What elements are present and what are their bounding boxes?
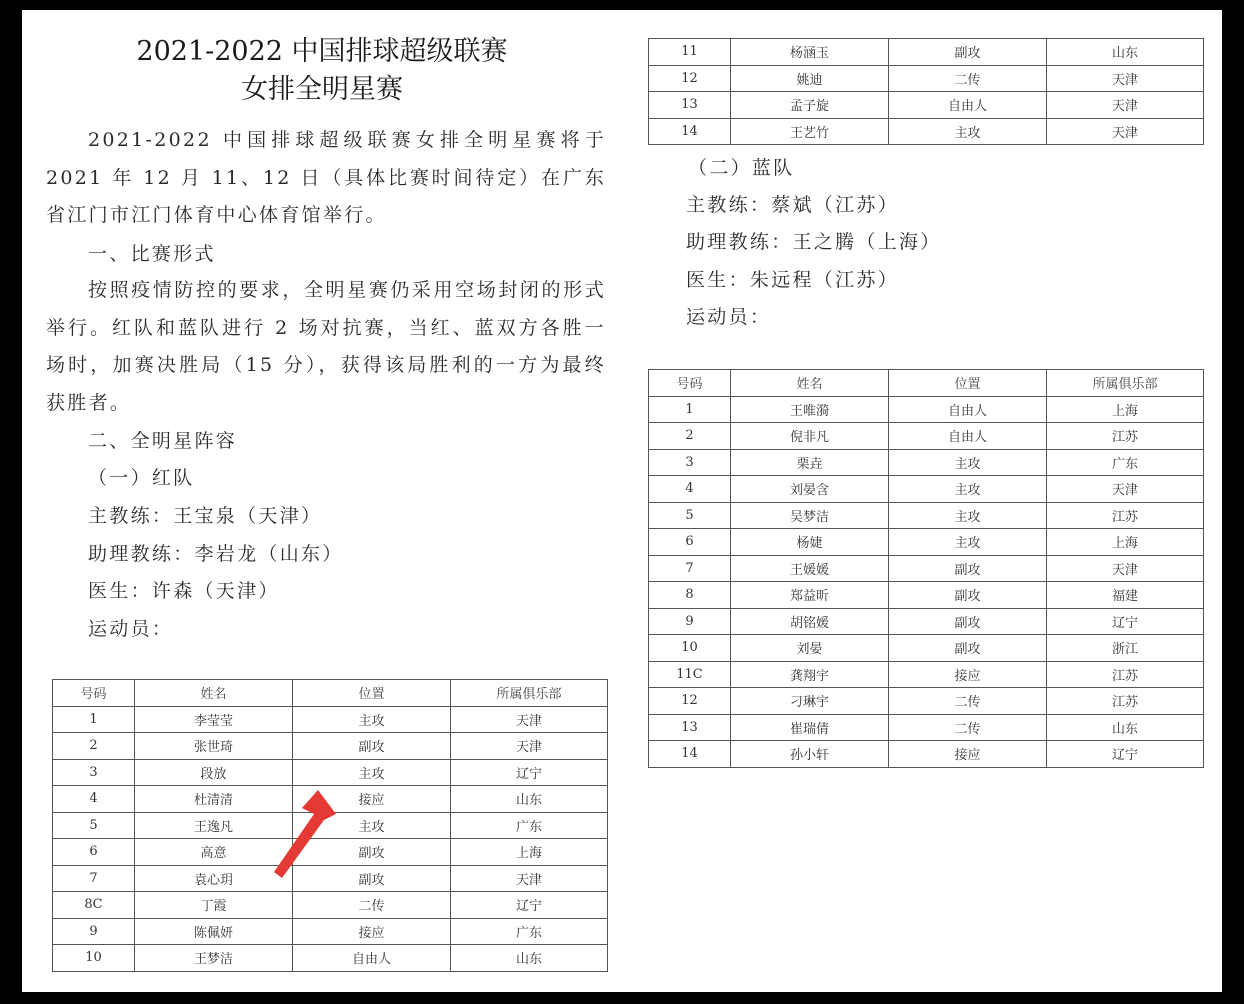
cell-club: 天津 — [1047, 118, 1204, 145]
cell-name: 栗垚 — [731, 449, 889, 476]
cell-position: 接应 — [889, 741, 1047, 768]
cell-position: 主攻 — [293, 759, 451, 786]
cell-name: 孟子旋 — [731, 92, 889, 119]
cell-club: 天津 — [1047, 65, 1204, 92]
column-header: 姓名 — [135, 680, 293, 707]
document-page — [22, 10, 1222, 992]
red-roster-table-continued — [648, 38, 1204, 145]
column-header: 姓名 — [731, 370, 889, 397]
blue-roster-table — [648, 369, 1204, 768]
cell-number: 10 — [649, 635, 731, 662]
cell-name: 王逸凡 — [135, 812, 293, 839]
cell-club: 福建 — [1047, 582, 1204, 609]
cell-number: 12 — [649, 65, 731, 92]
red-doctor: 医生：许森（天津） — [88, 580, 280, 602]
cell-number: 9 — [53, 918, 135, 945]
cell-number: 11C — [649, 661, 731, 688]
cell-club: 天津 — [451, 706, 608, 733]
cell-name: 陈佩妍 — [135, 918, 293, 945]
intro-paragraph: 2021-2022 中国排球超级联赛女排全明星赛将于 2021 年 12 月 11、12 日（具体比赛时间待定）在广东省江门市江门体育中心体育馆举行。 — [46, 129, 606, 226]
cell-position: 副攻 — [889, 635, 1047, 662]
cell-position: 副攻 — [889, 582, 1047, 609]
cell-club: 天津 — [1047, 92, 1204, 119]
cell-club: 浙江 — [1047, 635, 1204, 662]
doc-title-line1: 2021-2022 中国排球超级联赛 — [136, 36, 508, 67]
table-row — [649, 688, 1204, 715]
red-team-heading: （一）红队 — [88, 467, 195, 489]
cell-name: 杨涵玉 — [731, 39, 889, 66]
cell-club: 江苏 — [1047, 661, 1204, 688]
cell-position: 副攻 — [889, 39, 1047, 66]
cell-club: 江苏 — [1047, 688, 1204, 715]
table-row — [649, 423, 1204, 450]
cell-club: 山东 — [451, 786, 608, 813]
table-row — [649, 555, 1204, 582]
cell-position: 副攻 — [889, 608, 1047, 635]
cell-position: 副攻 — [889, 555, 1047, 582]
cell-position: 自由人 — [293, 945, 451, 972]
cell-name: 张世琦 — [135, 733, 293, 760]
red-arrow-annotation — [252, 780, 362, 890]
column-header: 位置 — [889, 370, 1047, 397]
cell-number: 9 — [649, 608, 731, 635]
cell-name: 杜清清 — [135, 786, 293, 813]
cell-number: 4 — [649, 476, 731, 503]
cell-club: 广东 — [451, 812, 608, 839]
column-header: 号码 — [53, 680, 135, 707]
cell-club: 广东 — [451, 918, 608, 945]
cell-number: 14 — [649, 741, 731, 768]
cell-club: 天津 — [1047, 555, 1204, 582]
cell-number: 8C — [53, 892, 135, 919]
table-row — [649, 608, 1204, 635]
cell-number: 10 — [53, 945, 135, 972]
table-row — [53, 945, 608, 972]
cell-number: 13 — [649, 714, 731, 741]
table-row — [649, 39, 1204, 66]
table-row — [53, 706, 608, 733]
table-header-row — [53, 680, 608, 707]
cell-club: 江苏 — [1047, 423, 1204, 450]
cell-name: 姚迪 — [731, 65, 889, 92]
table-row — [649, 529, 1204, 556]
cell-club: 辽宁 — [1047, 608, 1204, 635]
cell-position: 二传 — [889, 65, 1047, 92]
cell-position: 主攻 — [889, 476, 1047, 503]
cell-position: 副攻 — [293, 733, 451, 760]
cell-name: 王艺竹 — [731, 118, 889, 145]
table-row — [649, 396, 1204, 423]
cell-position: 自由人 — [889, 92, 1047, 119]
cell-position: 自由人 — [889, 396, 1047, 423]
table-row — [53, 918, 608, 945]
table-row — [649, 449, 1204, 476]
cell-number: 1 — [53, 706, 135, 733]
cell-number: 8 — [649, 582, 731, 609]
red-assistant-coach: 助理教练：李岩龙（山东） — [88, 543, 344, 565]
cell-number: 5 — [53, 812, 135, 839]
table-row — [649, 714, 1204, 741]
cell-number: 4 — [53, 786, 135, 813]
table-row — [649, 118, 1204, 145]
table-row — [53, 733, 608, 760]
cell-club: 上海 — [1047, 396, 1204, 423]
column-header: 所属俱乐部 — [1047, 370, 1204, 397]
cell-number: 2 — [53, 733, 135, 760]
cell-club: 辽宁 — [451, 892, 608, 919]
cell-club: 天津 — [451, 865, 608, 892]
cell-name: 高意 — [135, 839, 293, 866]
cell-name: 孙小轩 — [731, 741, 889, 768]
cell-name: 段放 — [135, 759, 293, 786]
cell-position: 接应 — [889, 661, 1047, 688]
table-row — [649, 92, 1204, 119]
cell-position: 主攻 — [889, 118, 1047, 145]
cell-club: 山东 — [1047, 39, 1204, 66]
cell-number: 5 — [649, 502, 731, 529]
cell-number: 7 — [53, 865, 135, 892]
cell-position: 二传 — [889, 714, 1047, 741]
cell-name: 刁琳宇 — [731, 688, 889, 715]
cell-name: 郑益昕 — [731, 582, 889, 609]
cell-name: 胡铭媛 — [731, 608, 889, 635]
cell-name: 丁霞 — [135, 892, 293, 919]
table-row — [649, 582, 1204, 609]
cell-name: 袁心玥 — [135, 865, 293, 892]
blue-team-heading: （二）蓝队 — [688, 157, 795, 179]
cell-club: 辽宁 — [451, 759, 608, 786]
table-row — [649, 65, 1204, 92]
cell-club: 天津 — [1047, 476, 1204, 503]
cell-club: 天津 — [451, 733, 608, 760]
cell-name: 李莹莹 — [135, 706, 293, 733]
table-row — [649, 635, 1204, 662]
cell-club: 上海 — [1047, 529, 1204, 556]
cell-number: 3 — [649, 449, 731, 476]
cell-number: 6 — [53, 839, 135, 866]
cell-position: 自由人 — [889, 423, 1047, 450]
section-lineup-heading: 二、全明星阵容 — [88, 430, 238, 452]
doc-title-line2: 女排全明星赛 — [241, 74, 403, 105]
column-header: 号码 — [649, 370, 731, 397]
blue-players-label: 运动员： — [686, 306, 772, 328]
cell-number: 11 — [649, 39, 731, 66]
blue-assistant-coach: 助理教练：王之腾（上海） — [686, 231, 942, 253]
cell-position: 主攻 — [293, 812, 451, 839]
cell-number: 14 — [649, 118, 731, 145]
cell-club: 辽宁 — [1047, 741, 1204, 768]
cell-position: 接应 — [293, 918, 451, 945]
column-header: 位置 — [293, 680, 451, 707]
table-row — [53, 892, 608, 919]
cell-position: 二传 — [293, 892, 451, 919]
cell-club: 上海 — [451, 839, 608, 866]
cell-name: 吴梦洁 — [731, 502, 889, 529]
cell-club: 广东 — [1047, 449, 1204, 476]
cell-name: 龚翔宇 — [731, 661, 889, 688]
cell-club: 山东 — [1047, 714, 1204, 741]
table-header-row — [649, 370, 1204, 397]
cell-club: 江苏 — [1047, 502, 1204, 529]
cell-number: 6 — [649, 529, 731, 556]
cell-position: 接应 — [293, 786, 451, 813]
cell-number: 2 — [649, 423, 731, 450]
cell-position: 副攻 — [293, 865, 451, 892]
table-row — [649, 661, 1204, 688]
column-header: 所属俱乐部 — [451, 680, 608, 707]
cell-position: 二传 — [889, 688, 1047, 715]
blue-doctor: 医生：朱远程（江苏） — [686, 269, 900, 291]
cell-position: 副攻 — [293, 839, 451, 866]
cell-position: 主攻 — [889, 449, 1047, 476]
cell-number: 13 — [649, 92, 731, 119]
cell-number: 3 — [53, 759, 135, 786]
cell-name: 王唯漪 — [731, 396, 889, 423]
cell-name: 王梦洁 — [135, 945, 293, 972]
cell-name: 杨婕 — [731, 529, 889, 556]
cell-name: 崔瑞倩 — [731, 714, 889, 741]
section-format-heading: 一、比赛形式 — [88, 243, 216, 265]
table-row — [649, 502, 1204, 529]
cell-position: 主攻 — [889, 502, 1047, 529]
red-head-coach: 主教练：王宝泉（天津） — [88, 505, 323, 527]
cell-number: 7 — [649, 555, 731, 582]
table-row — [649, 476, 1204, 503]
format-paragraph: 按照疫情防控的要求，全明星赛仍采用空场封闭的形式举行。红队和蓝队进行 2 场对抗赛，当红、蓝双方各胜一场时，加赛决胜局（15 分），获得该局胜利的一方为最终获胜者。 — [46, 279, 606, 414]
cell-name: 刘晏含 — [731, 476, 889, 503]
cell-number: 1 — [649, 396, 731, 423]
red-players-label: 运动员： — [88, 618, 174, 640]
cell-position: 主攻 — [293, 706, 451, 733]
cell-name: 倪非凡 — [731, 423, 889, 450]
cell-name: 王媛媛 — [731, 555, 889, 582]
cell-club: 山东 — [451, 945, 608, 972]
blue-head-coach: 主教练：蔡斌（江苏） — [686, 194, 900, 216]
table-row — [649, 741, 1204, 768]
cell-number: 12 — [649, 688, 731, 715]
cell-position: 主攻 — [889, 529, 1047, 556]
cell-name: 刘晏 — [731, 635, 889, 662]
